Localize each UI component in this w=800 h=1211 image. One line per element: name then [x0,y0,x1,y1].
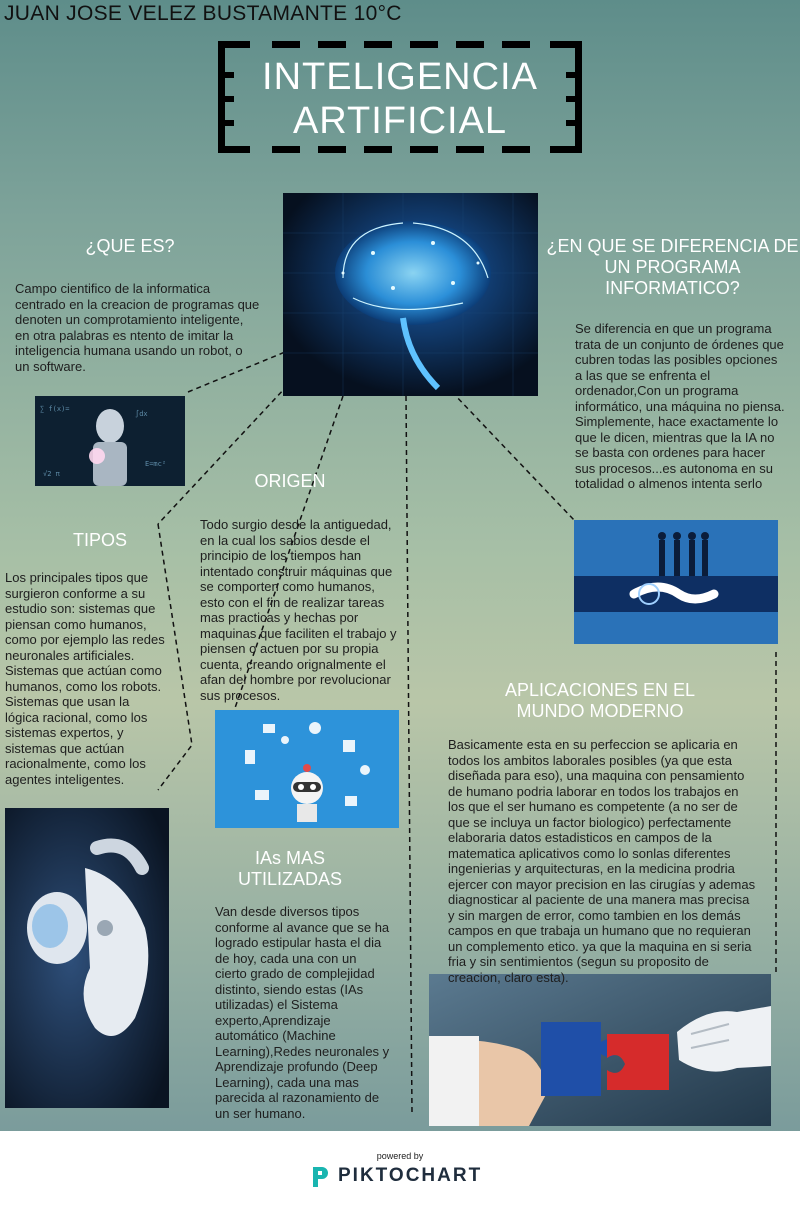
ias-heading: IAs MAS UTILIZADAS [237,848,343,889]
robot-hand-image [35,396,185,486]
svg-text:∫dx: ∫dx [135,410,148,418]
author-name: JUAN JOSE VELEZ BUSTAMANTE 10°C [4,2,402,25]
piktochart-logo-link[interactable] [310,1164,500,1190]
tipos-heading: TIPOS [72,530,127,550]
title-line-2: ARTIFICIAL [292,100,508,142]
ias-text: Van desde diversos tipos conforme al avance que se ha logrado estipular hasta el dia de hoy, cada una con un cierto grado de complejidad distinto, siendo estas (IAs utilizadas) el Sistema experto,Aprendizaje automático (Machine Learning),Redes neuronales y Aprendizaje profundo (Deep Learning), cada una mas parecida al razonamiento de un ser humano. [215,904,390,1121]
page-title [218,55,582,143]
svg-text:√2 π: √2 π [43,470,60,478]
aplicaciones-heading: APLICACIONES EN EL MUNDO MODERNO [504,680,696,721]
diferencia-heading: ¿EN QUE SE DIFERENCIA DE UN PROGRAMA INFORMATICO? [546,236,799,298]
que-es-heading: ¿QUE ES? [85,236,175,256]
origen-text: Todo surgio desde la antiguedad, en la cual los sabios desde el principio de los tiempos han intentado construir máquinas que se comporten como humanos, esto con el fin de realizar tareas mas practicas y hechas por maquinas que faciliten el trabajo y piensen o actuen por su propia cuenta, creando orignalmente el afan del hombre por revolucionar sus procesos. [200,517,397,703]
svg-text:E=mc²: E=mc² [145,460,167,468]
brain-circuit-image [283,193,538,396]
aplicaciones-text: Basicamente esta en su perfeccion se aplicaria en todos los ambitos laborales posibles (ya que esta diseñada para eso), una maquina con pensamiento de humano podria laborar en todos los trabajos en los que el ser humano es competente (a no ser de que se incluya un factor biologico) perfectamente elaboraria datos estadisticos en campos de la matematica aplicativos como lo sonlas diferentes ingenierias y arquitecturas, en la medicina prodria ejercer con mayor precision en las cirugías y ademas diagnosticar al paciente de una manera mas precisa y sin margen de error, como tambien en los demás campos en que trabaja un humano que no requieran un complemento etico. ya que la maquina en si seria fria y sin sentimientos (segun su proposito de creacion, claro esta). [448,737,756,985]
svg-text:∑ f(x)=: ∑ f(x)= [40,405,70,413]
diferencia-text: Se diferencia en que un programa trata de un conjunto de órdenes que cubren todas las posibles opciones a las que se enfrenta el ordenador,Con un programa informático, una máquina no piensa. Simplemente, hace exactamente lo que le dicen, mientras que la IA no se basta con ordenes para hacer sus procesos...es autonoma en su totalidad o almenos intenta serlo [575,321,785,491]
humanoid-robot-image [5,808,169,1108]
handshake-image [574,520,778,644]
ai-icons-image [215,710,399,828]
que-es-text: Campo cientifico de la informatica centrado en la creacion de programas que denoten un comprotamiento inteligente, en otra palabras es ntento de imitar la inteligencia humana usando un robot, o un software. [15,281,260,374]
powered-by-label: powered by [376,1151,424,1161]
tipos-text: Los principales tipos que surgieron conforme a su estudio son: sistemas que piensan como humanos, como por ejemplo las redes neuronales artificiales. Sistemas que actúan como humanos, como los robots. Sistemas que usan la lógica racional, como los sistemas expertos, y sistemas que actúan racionalmente, como los agentes inteligentes. [5,570,165,787]
piktochart-brand: PIKTOCHART [338,1165,483,1186]
title-line-1: INTELIGENCIA [262,56,538,98]
puzzle-hands-image [429,974,771,1126]
origen-heading: ORIGEN [254,471,326,491]
piktochart-logo-icon [310,1165,332,1189]
